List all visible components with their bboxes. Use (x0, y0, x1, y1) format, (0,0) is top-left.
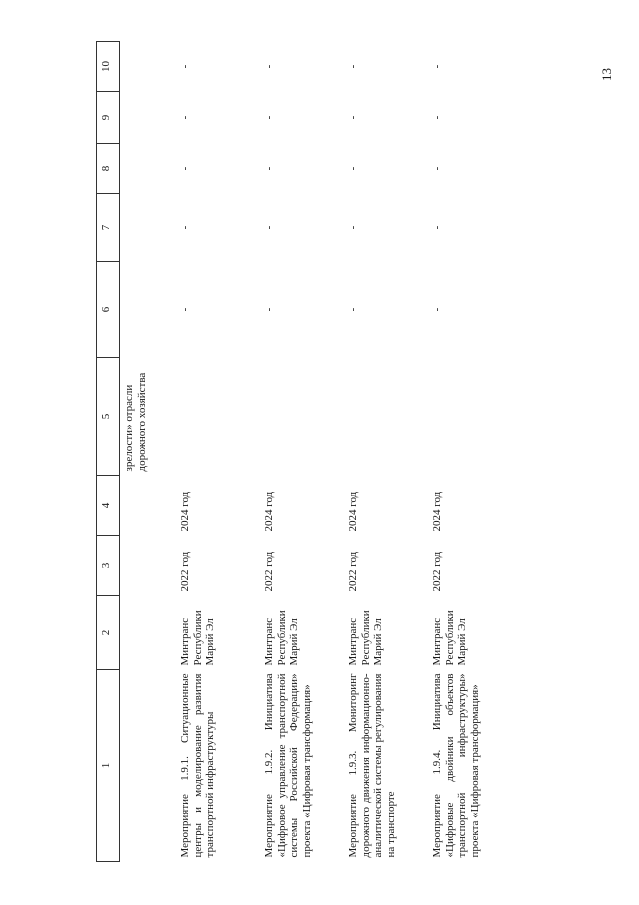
value-cell: - (347, 225, 359, 230)
value-cell: - (431, 166, 443, 171)
executor-cell: Минтранс Республики Марий Эл (347, 610, 384, 666)
column-header: 10 (97, 42, 120, 92)
value-cell: - (431, 307, 443, 312)
start-cell: 2022 год (263, 551, 275, 592)
end-cell: 2024 год (179, 491, 191, 532)
event-cell: Мероприятие 1.9.4. Инициатива «Цифровые двойники объектов транспортной инфраструктуры» проекта «Цифровая трансформация» (431, 673, 481, 858)
value-cell: - (431, 225, 443, 230)
event-cell: Мероприятие 1.9.2. Инициатива «Цифровое управление транспортной системы Российской Федерации» проекта «Цифровая трансформация» (263, 673, 313, 858)
column-header: 4 (97, 476, 120, 536)
executor-cell: Минтранс Республики Марий Эл (179, 610, 216, 666)
activities-table (96, 41, 512, 862)
end-cell: 2024 год (431, 491, 443, 532)
empty-cell (176, 358, 260, 476)
value-cell: - (179, 166, 191, 171)
start-cell: 2022 год (179, 551, 191, 592)
empty-cell (260, 358, 344, 476)
start-cell: 2022 год (431, 551, 443, 592)
value-cell: - (347, 307, 359, 312)
executor-cell: Минтранс Республики Марий Эл (431, 610, 468, 666)
continuation-cell: зрелости» отрасли дорожного хозяйства (123, 372, 148, 472)
table-row (428, 42, 512, 862)
column-header: 6 (97, 262, 120, 358)
value-cell: - (347, 166, 359, 171)
value-cell: - (263, 64, 275, 69)
end-cell: 2024 год (263, 491, 275, 532)
continuation-row (120, 42, 177, 862)
table-header-row (97, 42, 120, 862)
event-cell: Мероприятие 1.9.1. Ситуационные центры и моделирование развития транспортной инфраструктуры (179, 673, 216, 858)
empty-cell (428, 358, 512, 476)
table-row (176, 42, 260, 862)
value-cell: - (431, 64, 443, 69)
column-header: 7 (97, 194, 120, 262)
value-cell: - (179, 307, 191, 312)
value-cell: - (263, 307, 275, 312)
end-cell: 2024 год (347, 491, 359, 532)
page-number: 13 (599, 68, 614, 81)
value-cell: - (263, 115, 275, 120)
column-header: 5 (97, 358, 120, 476)
rotated-page-content (96, 42, 536, 862)
value-cell: - (263, 166, 275, 171)
executor-cell: Минтранс Республики Марий Эл (263, 610, 300, 666)
event-cell: Мероприятие 1.9.3. Мониторинг дорожного движения информационно-аналитической системы регулирования на транспорте (347, 673, 397, 858)
value-cell: - (263, 225, 275, 230)
column-header: 1 (97, 670, 120, 862)
value-cell: - (179, 225, 191, 230)
table-row (260, 42, 344, 862)
value-cell: - (179, 64, 191, 69)
column-header: 3 (97, 536, 120, 596)
empty-cell (344, 358, 428, 476)
value-cell: - (179, 115, 191, 120)
column-header: 8 (97, 144, 120, 194)
column-header: 2 (97, 596, 120, 670)
table-row (344, 42, 428, 862)
column-header: 9 (97, 92, 120, 144)
value-cell: - (347, 115, 359, 120)
value-cell: - (431, 115, 443, 120)
start-cell: 2022 год (347, 551, 359, 592)
value-cell: - (347, 64, 359, 69)
